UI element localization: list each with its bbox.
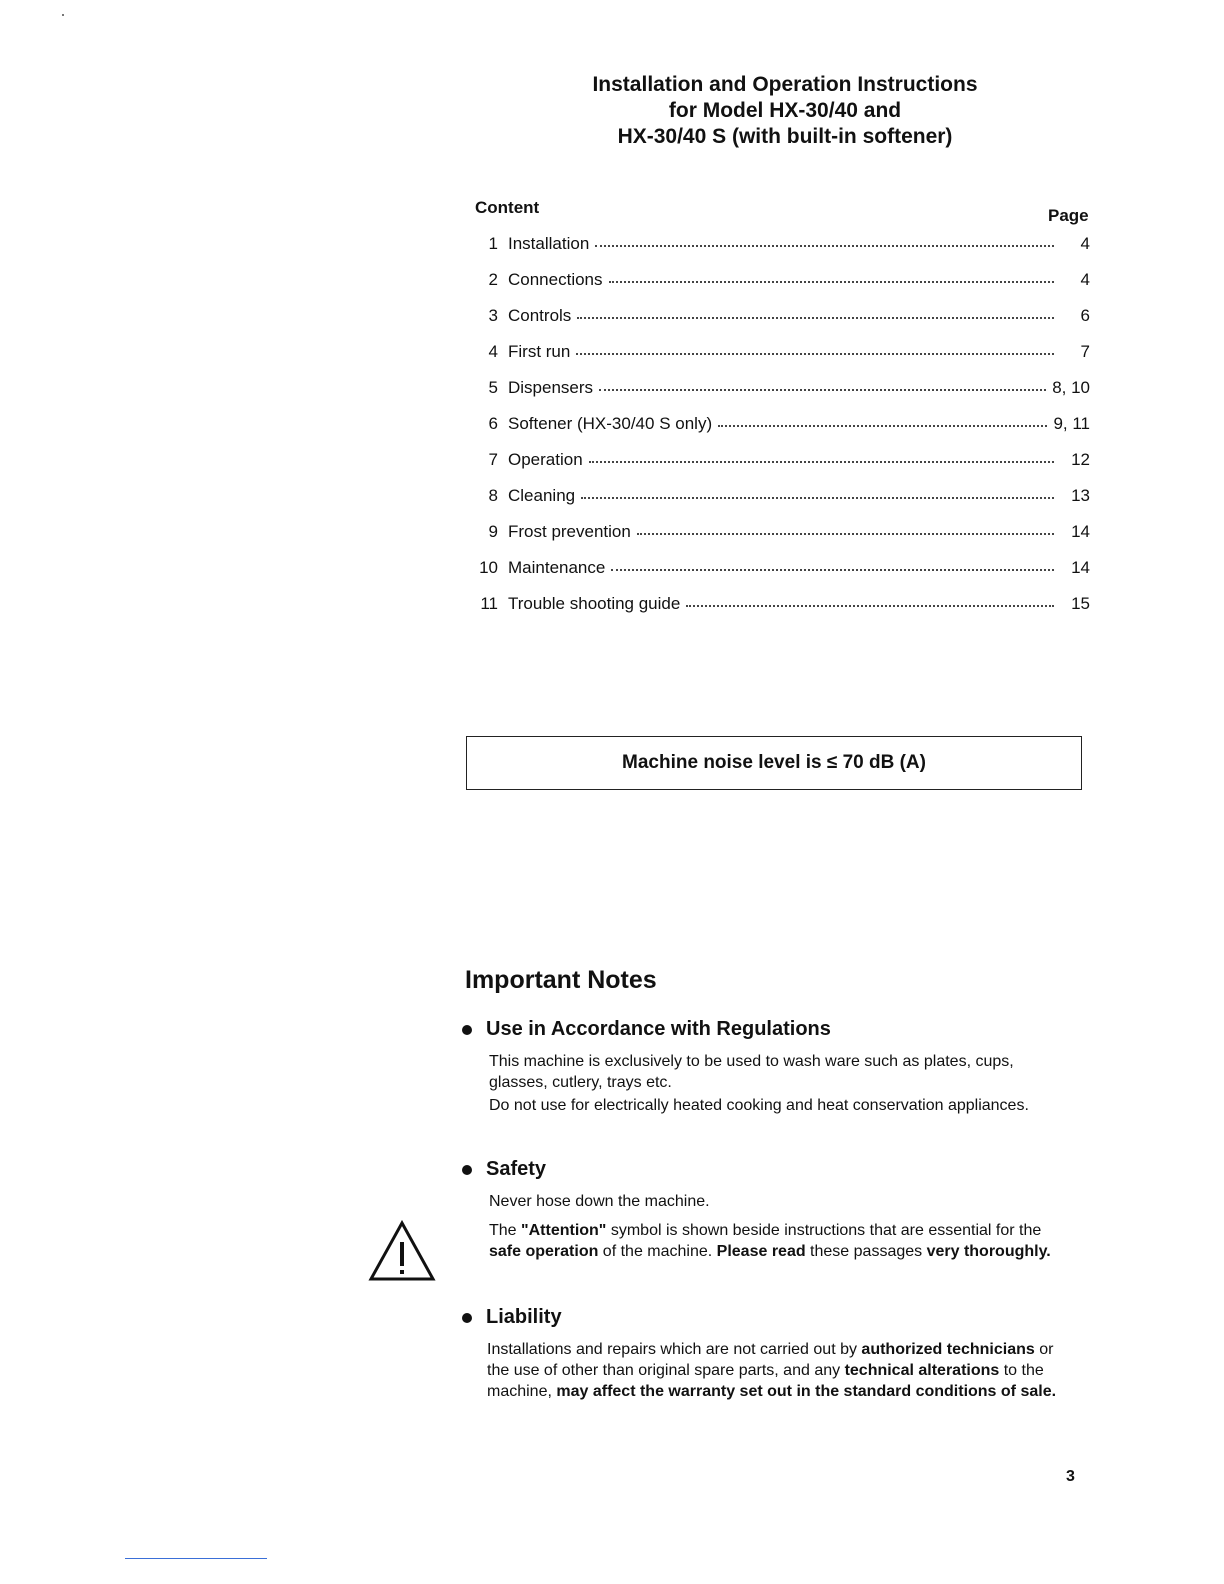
toc-row[interactable] <box>470 234 1090 270</box>
toc-leader-dots <box>718 413 1047 427</box>
bullet-icon <box>462 1313 472 1323</box>
text-run: these passages <box>805 1243 927 1260</box>
toc-number: 11 <box>480 594 498 613</box>
toc-page: 15 <box>1071 594 1090 613</box>
liability-section <box>462 1306 1062 1410</box>
toc-number: 9 <box>488 522 498 541</box>
use-section <box>462 1018 1062 1124</box>
bold-run: Please read <box>716 1243 806 1260</box>
toc-page: 4 <box>1080 234 1090 253</box>
bold-run: may affect the warranty set out in the standard conditions of sale. <box>556 1383 1057 1400</box>
toc-number: 10 <box>479 558 498 577</box>
toc-leader-dots <box>599 377 1046 391</box>
use-paragraph-2: Do not use for electrically heated cooking and heat conservation appliances. <box>489 1097 1029 1114</box>
toc-leader-dots <box>611 557 1054 571</box>
liability-body <box>487 1339 1062 1402</box>
toc-number: 1 <box>488 234 498 253</box>
bold-run: safe operation <box>489 1243 599 1260</box>
toc-leader-dots <box>581 485 1054 499</box>
safety-heading-text: Safety <box>486 1158 547 1180</box>
toc-label: Operation <box>508 450 583 469</box>
toc-number: 7 <box>488 450 498 469</box>
attention-warning-icon <box>368 1220 436 1282</box>
safety-paragraph-1: Never hose down the machine. <box>489 1193 710 1210</box>
use-heading <box>462 1018 1062 1041</box>
toc-row[interactable] <box>470 414 1090 450</box>
bold-run: very thoroughly. <box>926 1243 1051 1260</box>
text-run: The <box>489 1222 522 1239</box>
safety-section <box>462 1158 1062 1270</box>
footer-rule <box>125 1558 267 1559</box>
toc-page: 13 <box>1071 486 1090 505</box>
bold-run: "Attention" <box>521 1222 607 1239</box>
toc-page: 14 <box>1071 522 1090 541</box>
use-body <box>489 1051 1062 1116</box>
table-of-contents <box>470 234 1090 630</box>
document-title <box>520 72 1050 150</box>
toc-leader-dots <box>609 269 1054 283</box>
toc-number: 2 <box>488 270 498 289</box>
toc-leader-dots <box>637 521 1054 535</box>
liability-heading-text: Liability <box>486 1306 562 1328</box>
bullet-icon <box>462 1025 472 1035</box>
toc-label: Frost prevention <box>508 522 631 541</box>
toc-row[interactable] <box>470 378 1090 414</box>
toc-page: 8, 10 <box>1052 378 1090 397</box>
page-number: 3 <box>1066 1468 1075 1485</box>
toc-page: 9, 11 <box>1053 414 1090 433</box>
toc-row[interactable] <box>470 450 1090 486</box>
important-notes-heading: Important Notes <box>465 966 657 994</box>
text-run: to the machine, <box>487 1362 1044 1400</box>
toc-row[interactable] <box>470 558 1090 594</box>
safety-heading <box>462 1158 1062 1181</box>
bold-run: technical alterations <box>844 1362 1000 1379</box>
toc-label: Connections <box>508 270 603 289</box>
toc-number: 8 <box>488 486 498 505</box>
toc-row[interactable] <box>470 594 1090 630</box>
toc-leader-dots <box>589 449 1054 463</box>
toc-label: Dispensers <box>508 378 594 397</box>
toc-page: 4 <box>1080 270 1090 289</box>
text-run: Installations and repairs which are not carried out by <box>487 1341 862 1358</box>
toc-page-heading: Page <box>1048 206 1089 225</box>
toc-number: 3 <box>488 306 498 325</box>
toc-leader-dots <box>686 593 1054 607</box>
toc-page: 7 <box>1080 342 1090 361</box>
title-line-2: for Model HX-30/40 and <box>668 99 902 122</box>
bullet-icon <box>462 1165 472 1175</box>
toc-label: Controls <box>508 306 572 325</box>
toc-row[interactable] <box>470 486 1090 522</box>
text-run: or the use of other than original spare parts, and any <box>487 1341 1054 1379</box>
toc-page: 14 <box>1071 558 1090 577</box>
toc-label: Cleaning <box>508 486 576 505</box>
text-run: symbol is shown beside instructions that are essential for the <box>606 1222 1042 1239</box>
toc-number: 5 <box>488 378 498 397</box>
toc-row[interactable] <box>470 270 1090 306</box>
toc-number: 6 <box>488 414 498 433</box>
toc-leader-dots <box>577 305 1054 319</box>
toc-row[interactable] <box>470 522 1090 558</box>
use-heading-text: Use in Accordance with Regulations <box>486 1018 831 1040</box>
noise-level-notice: Machine noise level is ≤ 70 dB (A) <box>466 736 1082 790</box>
title-line-3: HX-30/40 S (with built-in softener) <box>617 125 953 148</box>
toc-page: 6 <box>1080 306 1090 325</box>
bold-run: authorized technicians <box>861 1341 1035 1358</box>
text-run: of the machine. <box>598 1243 717 1260</box>
toc-label: Installation <box>508 234 590 253</box>
toc-row[interactable] <box>470 342 1090 378</box>
toc-leader-dots <box>595 233 1054 247</box>
title-line-1: Installation and Operation Instructions <box>592 73 978 96</box>
liability-heading <box>462 1306 1062 1329</box>
use-paragraph-1: This machine is exclusively to be used to wash ware such as plates, cups, glasses, cutlery, trays etc. <box>489 1053 1014 1091</box>
toc-label: First run <box>508 342 571 361</box>
toc-row[interactable] <box>470 306 1090 342</box>
toc-number: 4 <box>488 342 498 361</box>
toc-leader-dots <box>576 341 1054 355</box>
safety-paragraph-2 <box>489 1220 1062 1262</box>
safety-body <box>489 1191 1062 1262</box>
toc-page: 12 <box>1071 450 1090 469</box>
scan-speck <box>62 14 64 16</box>
liability-paragraph <box>487 1339 1062 1402</box>
toc-label: Softener (HX-30/40 S only) <box>508 414 713 433</box>
toc-heading: Content <box>475 198 540 217</box>
toc-label: Trouble shooting guide <box>508 594 681 613</box>
toc-label: Maintenance <box>508 558 606 577</box>
